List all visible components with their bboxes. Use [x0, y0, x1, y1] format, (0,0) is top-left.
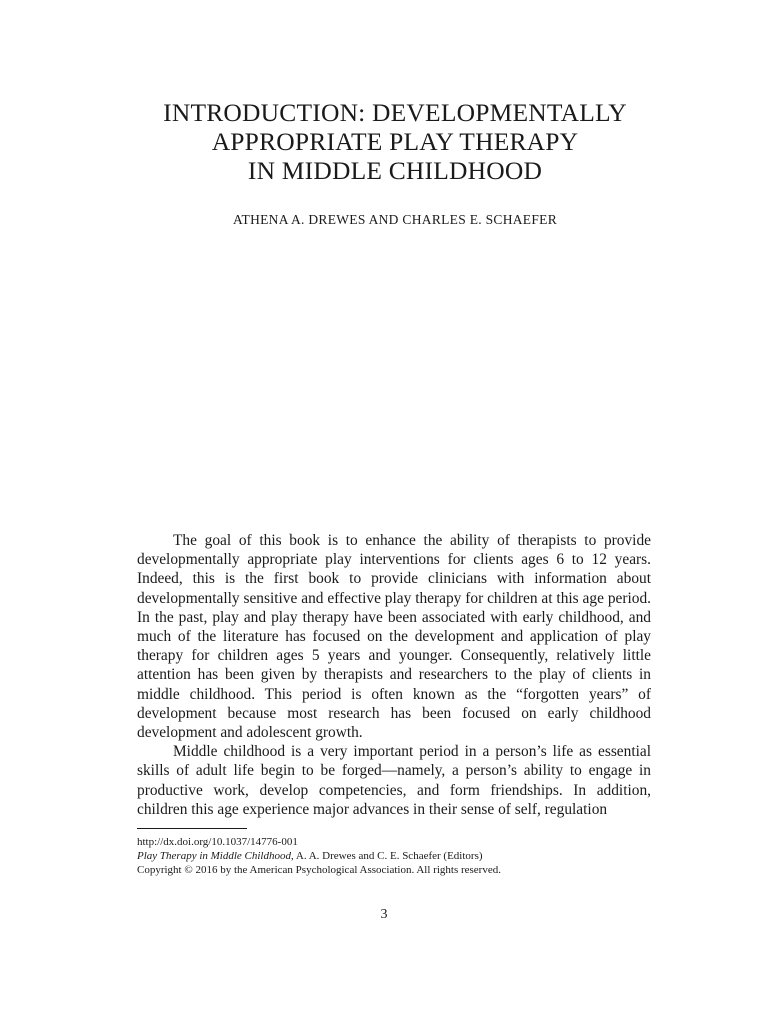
- citation-line: [137, 849, 657, 863]
- doi-link[interactable]: http://dx.doi.org/10.1037/14776-001: [137, 836, 298, 848]
- book-title: Play Therapy in Middle Childhood: [137, 850, 291, 862]
- chapter-title: [100, 98, 690, 185]
- chapter-title-line: IN MIDDLE CHILDHOOD: [247, 156, 543, 185]
- body-paragraph: Middle childhood is a very important period in a person’s life as essential skills of adult life begin to be forged—namely, a person’s ability to engage in productive work, develop competencies, and form friendships. In addition, children this age experience major advances in their sense of self, regulation: [137, 743, 651, 818]
- copyright-notice: Copyright © 2016 by the American Psychological Association. All rights reserved.: [137, 864, 501, 876]
- footnote-divider: [137, 828, 247, 829]
- chapter-authors: ATHENA A. DREWES AND CHARLES E. SCHAEFER: [232, 212, 558, 227]
- chapter-title-line: APPROPRIATE PLAY THERAPY: [211, 127, 579, 156]
- body-paragraph: The goal of this book is to enhance the ability of therapists to provide developmentally appropriate play interventions for clients ages 6 to 12 years. Indeed, this is the first book to provide clinicians with information about developmentally sensitive and effective play therapy for children at this age period. In the past, play and play therapy have been associated with early childhood, and much of the literature has focused on the development and application of play therapy for children ages 5 years and younger. Consequently, relatively little attention has been given by therapists and researchers to the play of clients in middle childhood. This period is often known as the “forgotten years” of development because most research has been focused on early childhood development and adolescent growth.: [137, 532, 651, 742]
- footnote: [137, 835, 657, 877]
- book-editors: , A. A. Drewes and C. E. Schaefer (Editors): [290, 850, 483, 862]
- body-text: [137, 531, 651, 819]
- chapter-title-line: INTRODUCTION: DEVELOPMENTALLY: [163, 98, 627, 127]
- page-number: 3: [380, 907, 388, 922]
